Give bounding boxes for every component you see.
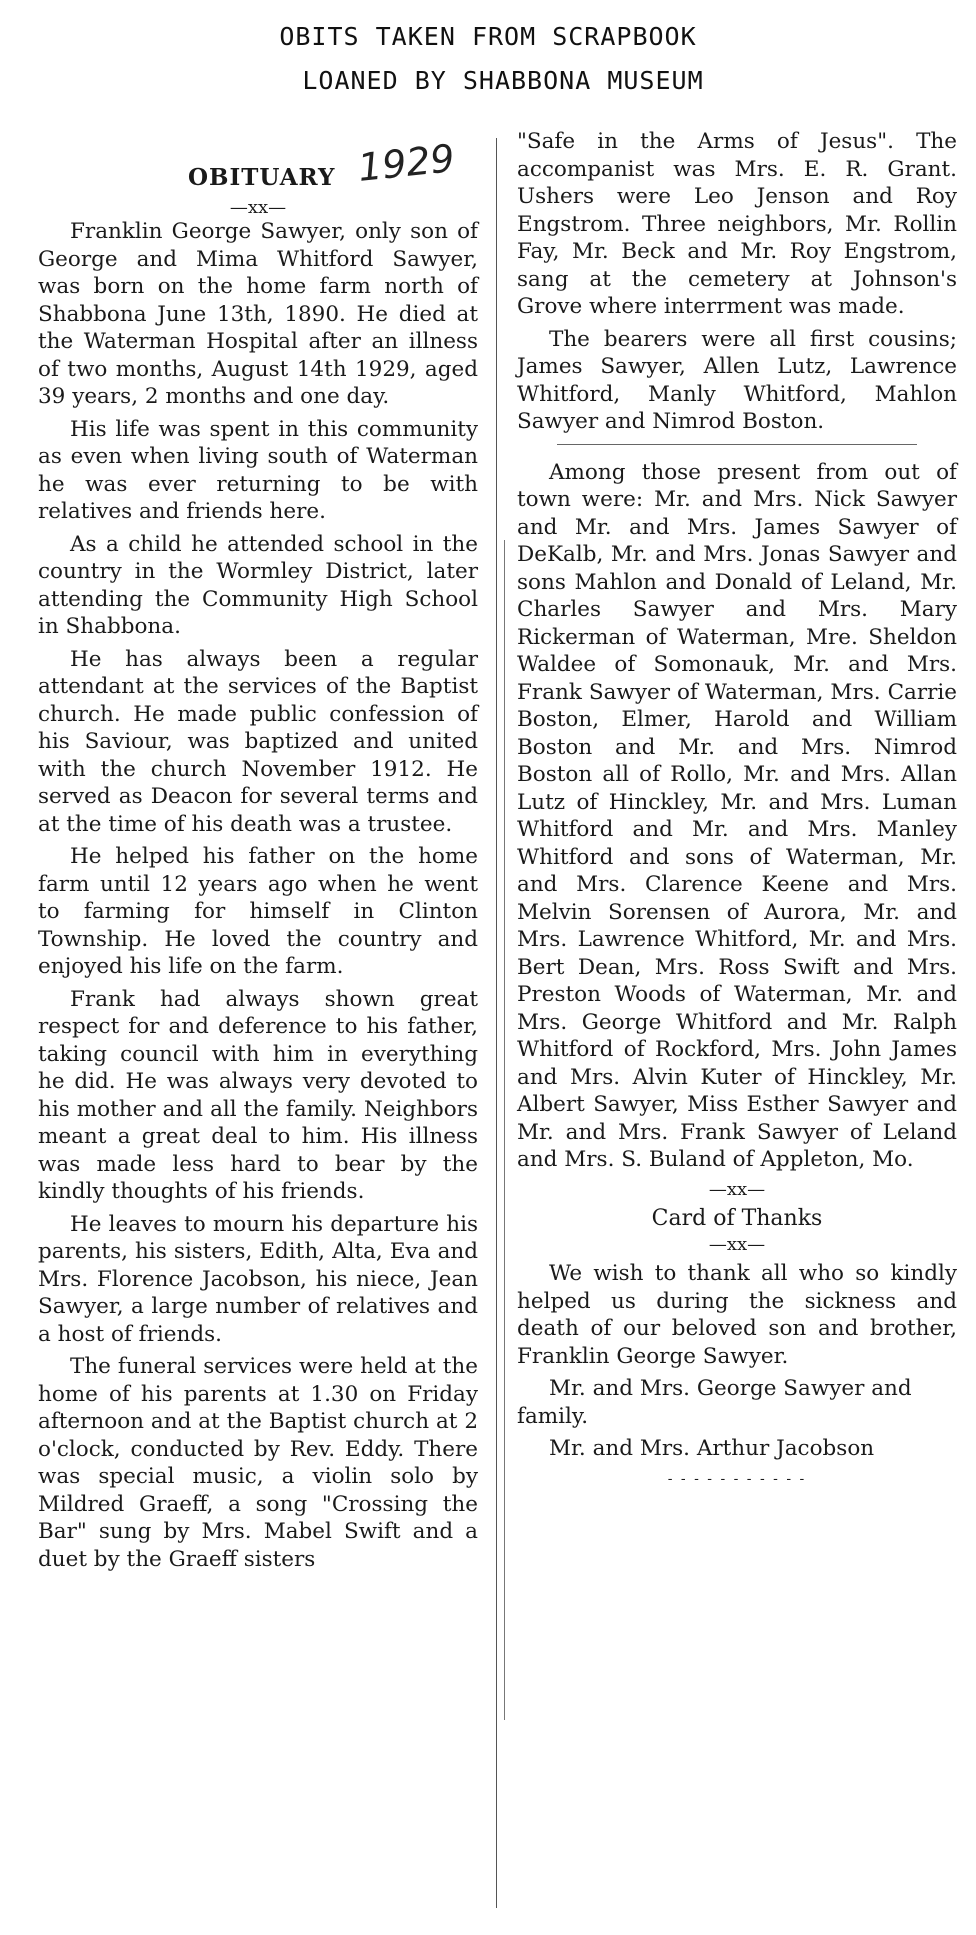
header-line-1: OBITS TAKEN FROM SCRAPBOOK <box>279 22 697 51</box>
card-of-thanks-title: Card of Thanks <box>651 1205 823 1231</box>
card-of-thanks-signature: Mr. and Mrs. Arthur Jacobson <box>549 1436 875 1461</box>
obituary-paragraph: As a child he attended school in the country in the Wormley District, later attending the Community High School in Shabbona. <box>38 531 478 639</box>
card-of-thanks-signature: Mr. and Mrs. George Sawyer and family. <box>517 1376 912 1429</box>
column-divider <box>496 138 497 1908</box>
left-column <box>38 136 478 1578</box>
obituary-heading <box>38 136 478 218</box>
obituary-continued-paragraph: The bearers were all first cousins; James Sawyer, Allen Lutz, Lawrence Whitford, Manly Whitford, Mahlon Sawyer and Nimrod Boston. <box>517 326 957 434</box>
section-rule <box>557 444 917 445</box>
handwritten-year: 1929 <box>355 136 457 190</box>
obituary-end-separator: —xx— <box>708 1178 766 1200</box>
card-of-thanks-separator: —xx— <box>708 1234 766 1255</box>
header-line-2: LOANED BY SHABBONA MUSEUM <box>302 66 704 95</box>
obituary-paragraph: Franklin George Sawyer, only son of George and Mima Whitford Sawyer, was born on the home farm north of Shabbona June 13th, 1890. He died at the Waterman Hospital after an illness of two months, August 14th 1929, aged 39 years, 2 months and one day. <box>38 219 478 409</box>
right-column <box>517 128 957 1493</box>
column-divider-secondary <box>504 540 505 1720</box>
obituary-paragraph: His life was spent in this community as even when living south of Waterman he was ever returning to be with relatives and friends here. <box>38 416 478 524</box>
obituary-paragraph: Frank had always shown great respect for and deference to his father, taking council with him in everything he did. He was always very devoted to his mother and all the family. Neighbors meant a great deal to him. His illness was made less hard to bear by the kindly thoughts of his friends. <box>38 986 478 1204</box>
card-of-thanks-body: We wish to thank all who so kindly helped us during the sickness and death of our beloved son and brother, Franklin George Sawyer. <box>517 1261 957 1369</box>
obituary-title: OBITUARY <box>188 164 336 191</box>
obituary-continued-paragraph: Among those present from out of town were: Mr. and Mrs. Nick Sawyer and Mr. and Mrs. James Sawyer of DeKalb, Mr. and Mrs. Jonas Sawyer and sons Mahlon and Donald of Leland, Mr. Charles Sawyer and Mrs. Mary Rickerman of Waterman, Mre. Sheldon Waldee of Somonauk, Mr. and Mrs. Frank Sawyer of Waterman, Mrs. Carrie Boston, Elmer, Harold and William Boston and Mr. and Mrs. Nimrod Boston all of Rollo, Mr. and Mrs. Allan Lutz of Hinckley, Mr. and Mrs. Luman Whitford and Mr. and Mrs. Manley Whitford and sons of Waterman, Mr. and Mrs. Clarence Keene and Mrs. Melvin Sorensen of Aurora, Mr. and Mrs. Lawrence Whitford, Mr. and Mrs. Bert Dean, Mrs. Ross Swift and Mrs. Preston Woods of Waterman, Mr. and Mrs. George Whitford and Mr. Ralph Whitford of Rockford, Mrs. John James and Mrs. Alvin Kuter of Hinckley, Mr. Albert Sawyer, Miss Esther Sawyer and Mr. and Mrs. Frank Sawyer of Leland and Mrs. S. Buland of Appleton, Mo. <box>517 459 957 1172</box>
obituary-paragraph: He helped his father on the home farm until 12 years ago when he went to farming for himself in Clinton Township. He loved the country and enjoyed his life on the farm. <box>38 844 478 979</box>
obituary-paragraph: He leaves to mourn his departure his parents, his sisters, Edith, Alta, Eva and Mrs. Florence Jacobson, his niece, Jean Sawyer, a large number of relatives and a host of friends. <box>38 1211 478 1347</box>
obituary-paragraph: The funeral services were held at the home of his parents at 1.30 on Friday afternoon and at the Baptist church at 2 o'clock, conducted by Rev. Eddy. There was special music, a violin solo by Mildred Graeff, a song "Crossing the Bar" sung by Mrs. Mabel Swift and a duet by the Graeff sisters <box>38 1354 478 1572</box>
end-rule: - - - - - - - - - - - <box>667 1470 807 1487</box>
obituary-continued-paragraph: "Safe in the Arms of Jesus". The accompanist was Mrs. E. R. Grant. Ushers were Leo Jenson and Roy Engstrom. Three neighbors, Mr. Rollin Fay, Mr. Beck and Mr. Roy Engstrom, sang at the cemetery at Johnson's Grove where interrment was made. <box>517 129 957 319</box>
obituary-paragraph: He has always been a regular attendant at the services of the Baptist church. He made public confession of his Saviour, was baptized and united with the church November 1912. He served as Deacon for several terms and at the time of his death was a trustee. <box>38 646 478 837</box>
obituary-separator: —xx— <box>229 197 287 218</box>
